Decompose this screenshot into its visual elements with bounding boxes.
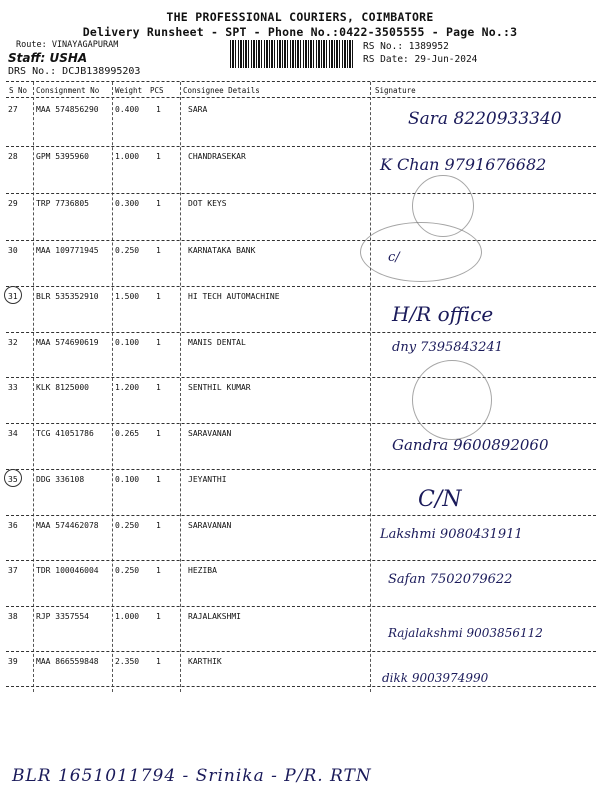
row-handwritten-signature: Sara 8220933340	[408, 109, 562, 129]
table-top-rule	[6, 81, 596, 82]
row-handwritten-signature: C/N	[418, 487, 462, 512]
column-divider	[370, 82, 371, 692]
row-consignee: CHANDRASEKAR	[188, 152, 246, 161]
col-header-weight: Weight	[115, 86, 143, 95]
row-weight: 0.250	[115, 246, 140, 255]
row-pcs: 1	[156, 657, 161, 666]
row-consignment-no: MAA 574462078	[36, 521, 99, 530]
bank-stamp	[360, 222, 482, 282]
row-pcs: 1	[156, 383, 161, 392]
row-weight: 0.100	[115, 338, 140, 347]
row-divider	[6, 651, 596, 652]
row-consignee: KARNATAKA BANK	[188, 246, 256, 255]
row-handwritten-signature: Safan 7502079622	[388, 572, 513, 587]
row-divider	[6, 377, 596, 378]
row-pcs: 1	[156, 612, 161, 621]
staff-label: Staff: USHA	[8, 51, 88, 65]
route-label: Route: VINAYAGAPURAM	[16, 40, 119, 50]
row-31-circle-mark	[4, 286, 22, 304]
row-consignment-no: MAA 866559848	[36, 657, 99, 666]
column-divider	[33, 82, 34, 692]
row-pcs: 1	[156, 105, 161, 114]
row-consignee: SARAVANAN	[188, 521, 232, 530]
row-consignment-no: MAA 574856290	[36, 105, 99, 114]
row-consignee: MANIS DENTAL	[188, 338, 246, 347]
row-sno: 28	[8, 152, 18, 161]
row-divider	[6, 423, 596, 424]
row-weight: 0.250	[115, 566, 140, 575]
row-pcs: 1	[156, 338, 161, 347]
row-sno: 31	[8, 292, 18, 301]
row-consignee: HEZIBA	[188, 566, 217, 575]
col-header-pcs: PCS	[150, 86, 164, 95]
row-divider	[6, 515, 596, 516]
row-consignment-no: GPM 5395960	[36, 152, 89, 161]
row-divider	[6, 240, 596, 241]
row-35-circle-mark	[4, 469, 22, 487]
row-consignee: DOT KEYS	[188, 199, 227, 208]
row-consignee: KARTHIK	[188, 657, 222, 666]
row-divider	[6, 469, 596, 470]
row-consignment-no: DDG 336108	[36, 475, 85, 484]
row-consignment-no: MAA 574690619	[36, 338, 99, 347]
row-handwritten-signature: K Chan 9791676682	[380, 155, 547, 174]
row-consignment-no: BLR 535352910	[36, 292, 99, 301]
column-divider	[112, 82, 113, 692]
row-consignee: RAJALAKSHMI	[188, 612, 241, 621]
row-sno: 39	[8, 657, 18, 666]
row-pcs: 1	[156, 292, 161, 301]
row-weight: 1.200	[115, 383, 140, 392]
row-pcs: 1	[156, 521, 161, 530]
row-handwritten-signature: c/	[388, 250, 400, 265]
col-header-consignment: Consignment No	[36, 86, 100, 95]
row-weight: 0.265	[115, 429, 140, 438]
row-weight: 0.400	[115, 105, 140, 114]
column-divider	[180, 82, 181, 692]
row-weight: 0.100	[115, 475, 140, 484]
header-bottom-rule	[6, 97, 596, 98]
row-consignee: SARAVANAN	[188, 429, 232, 438]
row-consignment-no: TRP 7736805	[36, 199, 89, 208]
row-sno: 33	[8, 383, 18, 392]
row-pcs: 1	[156, 566, 161, 575]
row-weight: 2.350	[115, 657, 140, 666]
row-pcs: 1	[156, 246, 161, 255]
col-header-consignee: Consignee Details	[183, 86, 260, 95]
row-handwritten-signature: Gandra 9600892060	[392, 436, 549, 454]
row-divider	[6, 193, 596, 194]
row-sno: 29	[8, 199, 18, 208]
col-header-sno: S No	[9, 86, 28, 95]
row-consignment-no: TDR 100046004	[36, 566, 99, 575]
row-sno: 38	[8, 612, 18, 621]
runsheet-subtitle: Delivery Runsheet - SPT - Phone No.:0422-3505555 - Page No.:3	[82, 25, 518, 39]
row-sno: 37	[8, 566, 18, 575]
row-divider	[6, 286, 596, 287]
row-handwritten-signature: dny 7395843241	[392, 340, 503, 355]
row-sno: 30	[8, 246, 18, 255]
row-weight: 0.300	[115, 199, 140, 208]
row-consignment-no: MAA 109771945	[36, 246, 99, 255]
row-pcs: 1	[156, 429, 161, 438]
row-pcs: 1	[156, 152, 161, 161]
row-weight: 1.500	[115, 292, 140, 301]
row-divider	[6, 560, 596, 561]
row-weight: 0.250	[115, 521, 140, 530]
barcode	[230, 40, 355, 68]
drs-number: DRS No.: DCJB138995203	[8, 66, 141, 77]
row-sno: 27	[8, 105, 18, 114]
row-divider	[6, 332, 596, 333]
company-title: THE PROFESSIONAL COURIERS, COIMBATORE	[166, 10, 434, 24]
row-pcs: 1	[156, 199, 161, 208]
row-consignee: HI TECH AUTOMACHINE	[188, 292, 280, 301]
row-weight: 1.000	[115, 152, 140, 161]
row-sno: 32	[8, 338, 18, 347]
row-sno: 36	[8, 521, 18, 530]
row-consignment-no: TCG 41051786	[36, 429, 94, 438]
col-header-signature: Signature	[375, 86, 416, 95]
row-consignee: SARA	[188, 105, 208, 114]
row-weight: 1.000	[115, 612, 140, 621]
row-divider	[6, 686, 596, 687]
rs-date: RS Date: 29-Jun-2024	[363, 54, 478, 65]
row-consignment-no: KLK 8125000	[36, 383, 89, 392]
clinic-stamp	[412, 360, 492, 440]
row-handwritten-signature: dikk 9003974990	[382, 671, 489, 685]
handwritten-return-note: BLR 1651011794 - Srinika - P/R. RTN	[12, 766, 372, 786]
row-sno: 34	[8, 429, 18, 438]
row-handwritten-signature: H/R office	[392, 302, 494, 326]
row-divider	[6, 146, 596, 147]
row-consignment-no: RJP 3357554	[36, 612, 89, 621]
row-consignee: SENTHIL KUMAR	[188, 383, 251, 392]
row-divider	[6, 606, 596, 607]
row-sno: 35	[8, 475, 18, 484]
row-consignee: JEYANTHI	[188, 475, 227, 484]
row-handwritten-signature: Rajalakshmi 9003856112	[388, 626, 543, 640]
row-pcs: 1	[156, 475, 161, 484]
row-handwritten-signature: Lakshmi 9080431911	[380, 527, 523, 542]
rs-number: RS No.: 1389952	[363, 41, 449, 52]
